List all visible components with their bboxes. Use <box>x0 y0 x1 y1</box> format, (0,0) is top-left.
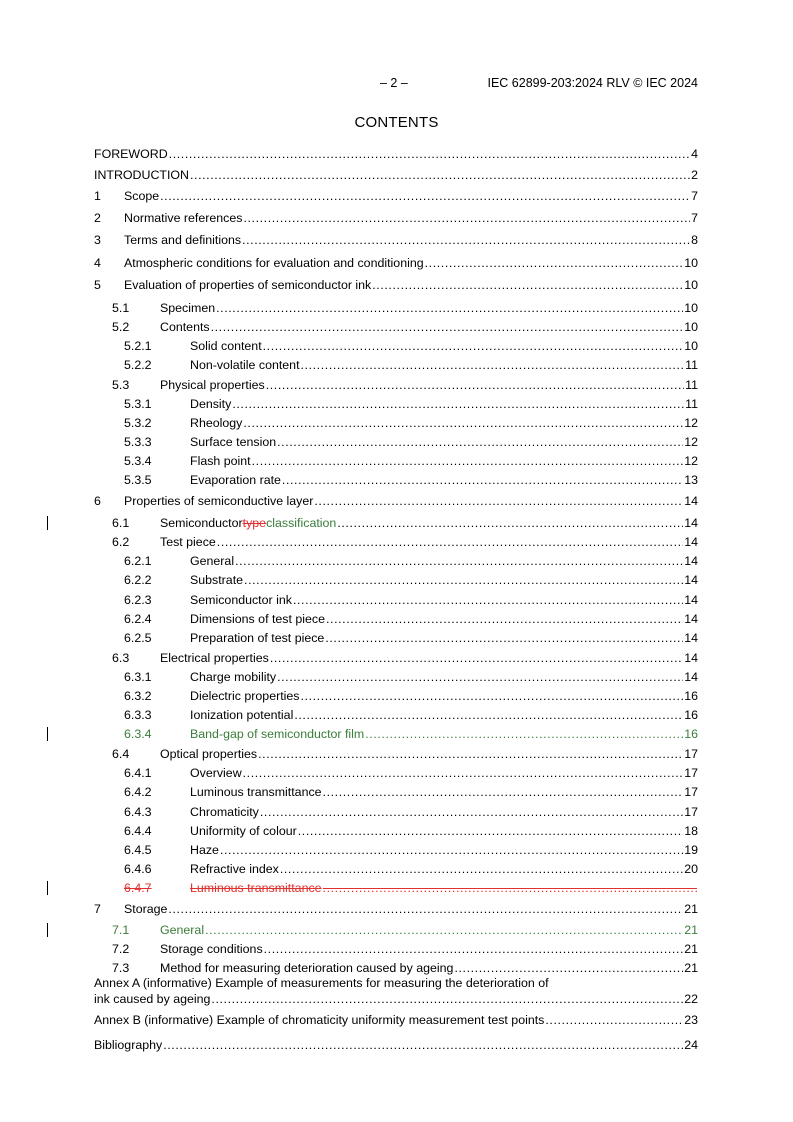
toc-entry[interactable] <box>94 300 698 316</box>
toc-entry-number: 7.2 <box>112 942 130 956</box>
toc-entry-label: Physical properties <box>160 378 265 392</box>
toc-entry-page: 14 <box>684 554 698 568</box>
toc-entry[interactable] <box>94 901 698 917</box>
toc-entry-number: 5.3 <box>112 378 130 392</box>
toc-entry[interactable] <box>94 784 698 800</box>
toc-entry[interactable] <box>94 688 698 704</box>
toc-entry-page: 16 <box>684 708 698 722</box>
toc-entry-label: Storage <box>124 902 168 916</box>
toc-entry-number: 6.2.4 <box>124 612 152 626</box>
toc-entry[interactable] <box>94 232 698 248</box>
leader-dots <box>280 861 683 877</box>
leader-dots <box>216 300 683 316</box>
leader-dots <box>323 784 684 800</box>
toc-entry-page: 14 <box>684 516 698 530</box>
toc-entry-page: 14 <box>684 593 698 607</box>
toc-entry-label: Normative references <box>124 211 243 225</box>
toc-entry-number: 3 <box>94 233 101 247</box>
leader-dots <box>220 842 683 858</box>
leader-dots <box>323 880 697 896</box>
leader-dots <box>454 960 683 976</box>
toc-entry[interactable] <box>94 453 698 469</box>
leader-dots <box>168 901 683 917</box>
toc-entry[interactable] <box>94 146 698 162</box>
toc-entry-label: Test piece <box>160 535 216 549</box>
toc-entry-page: 11 <box>685 397 698 411</box>
leader-dots <box>325 630 683 646</box>
toc-entry-page: 17 <box>684 766 698 780</box>
toc-entry[interactable] <box>94 319 698 335</box>
toc-entry-label: Semiconductor <box>160 516 243 530</box>
toc-entry-page: 17 <box>684 747 698 761</box>
toc-entry-label: Charge mobility <box>190 670 277 684</box>
toc-entry-page: 14 <box>684 573 698 587</box>
toc-entry[interactable] <box>94 941 698 957</box>
toc-entry-number: 6 <box>94 494 101 508</box>
toc-entry-number: 5.3.2 <box>124 416 152 430</box>
toc-entry-page: 10 <box>684 278 698 292</box>
leader-dots <box>365 726 683 742</box>
leader-dots <box>293 592 683 608</box>
toc-entry[interactable] <box>94 515 698 531</box>
toc-entry-page: 16 <box>684 727 698 741</box>
toc-entry-label: Overview <box>190 766 242 780</box>
leader-dots <box>545 1012 683 1028</box>
toc-entry-page: 14 <box>684 494 698 508</box>
toc-entry-label-continued: ink caused by ageing <box>94 992 211 1006</box>
toc-entry-label: Haze <box>190 843 219 857</box>
leader-dots <box>190 167 690 183</box>
change-bar <box>47 881 48 895</box>
toc-entry-page: 7 <box>691 211 698 225</box>
toc-entry-label: Substrate <box>190 573 244 587</box>
toc-entry-number: 6.3.2 <box>124 689 152 703</box>
toc-entry[interactable] <box>94 255 698 271</box>
toc-entry[interactable] <box>94 188 698 204</box>
leader-dots <box>301 688 684 704</box>
toc-entry-label: Evaporation rate <box>190 473 281 487</box>
toc-entry-label: Dielectric properties <box>190 689 300 703</box>
toc-entry[interactable] <box>94 861 698 877</box>
leader-dots <box>326 611 683 627</box>
toc-entry[interactable] <box>94 1037 698 1053</box>
toc-entry[interactable] <box>94 922 698 938</box>
toc-entry-number: 6.1 <box>112 516 130 530</box>
leader-dots <box>294 707 683 723</box>
toc-entry-number: 6.3.1 <box>124 670 152 684</box>
leader-dots <box>301 357 685 373</box>
toc-entry-label: Atmospheric conditions for evaluation and conditioning <box>124 256 424 270</box>
toc-entry-number: 6.2 <box>112 535 130 549</box>
toc-entry-label: Surface tension <box>190 435 277 449</box>
toc-entry-label: Terms and definitions <box>124 233 242 247</box>
leader-dots <box>263 338 684 354</box>
toc-entry-label: Luminous transmittance <box>190 881 322 895</box>
leader-dots <box>264 941 684 957</box>
toc-entry-number: 6.4.6 <box>124 862 152 876</box>
leader-dots <box>372 277 683 293</box>
toc-entry[interactable] <box>94 842 698 858</box>
toc-entry-page: 18 <box>684 824 698 838</box>
toc-entry-label: Optical properties <box>160 747 258 761</box>
toc-entry-page: 14 <box>684 651 698 665</box>
toc-entry[interactable] <box>94 976 698 1012</box>
leader-dots <box>252 453 684 469</box>
toc-entry-label: Specimen <box>160 301 216 315</box>
toc-entry[interactable] <box>94 534 698 550</box>
toc-entry[interactable] <box>94 377 698 393</box>
toc-entry-page: 14 <box>684 612 698 626</box>
leader-dots <box>243 765 684 781</box>
leader-dots <box>270 650 683 666</box>
toc-entry-page: 21 <box>684 902 698 916</box>
toc-entry-number: 5.2.2 <box>124 358 152 372</box>
toc-entry-number: 6.3 <box>112 651 130 665</box>
toc-entry-number: 6.2.2 <box>124 573 152 587</box>
deleted-text: type <box>242 516 267 530</box>
toc-entry-page: 4 <box>691 147 698 161</box>
toc-entry-number: 6.3.4 <box>124 727 152 741</box>
toc-entry[interactable] <box>94 553 698 569</box>
toc-entry-page: 14 <box>684 670 698 684</box>
toc-entry-page: 21 <box>684 923 698 937</box>
toc-entry-page: 12 <box>684 435 698 449</box>
toc-entry-label: Electrical properties <box>160 651 269 665</box>
toc-entry[interactable] <box>94 592 698 608</box>
toc-entry-number: 6.3.3 <box>124 708 152 722</box>
toc-entry[interactable] <box>94 167 698 183</box>
toc-entry-number: 5.2.1 <box>124 339 152 353</box>
leader-dots <box>217 534 683 550</box>
toc-entry[interactable] <box>94 338 698 354</box>
toc-entry-number: 6.4 <box>112 747 130 761</box>
toc-entry-page: 11 <box>685 358 698 372</box>
toc-entry-number: 6.4.4 <box>124 824 152 838</box>
toc-entry-number: 6.2.3 <box>124 593 152 607</box>
toc-entry-number: 6.2.5 <box>124 631 152 645</box>
change-bar <box>47 923 48 937</box>
toc-entry-number: 5.3.3 <box>124 435 152 449</box>
toc-entry-number: 7.3 <box>112 961 130 975</box>
toc-entry[interactable] <box>94 572 698 588</box>
toc-entry-label: Ionization potential <box>190 708 294 722</box>
toc-entry-number: 7 <box>94 902 101 916</box>
leader-dots <box>425 255 684 271</box>
toc-entry-page: 16 <box>684 689 698 703</box>
leader-dots <box>205 922 683 938</box>
toc-entry[interactable] <box>94 210 698 226</box>
toc-entry-number: 6.2.1 <box>124 554 152 568</box>
toc-entry[interactable] <box>94 765 698 781</box>
toc-entry-page: 14 <box>684 535 698 549</box>
toc-entry[interactable] <box>94 804 698 820</box>
toc-entry-label: Annex A (informative) Example of measurements for measuring the deterioration of <box>94 976 549 990</box>
toc-entry-label: Non-volatile content <box>190 358 300 372</box>
toc-entry[interactable] <box>94 650 698 666</box>
leader-dots <box>169 146 690 162</box>
toc-entry-label: Uniformity of colour <box>190 824 297 838</box>
toc-entry[interactable] <box>94 630 698 646</box>
toc-entry-page: 21 <box>684 961 698 975</box>
toc-entry-label: Semiconductor ink <box>190 593 292 607</box>
inserted-text: classification <box>266 516 337 530</box>
leader-dots <box>242 232 690 248</box>
toc-entry-number: 1 <box>94 189 101 203</box>
toc-entry-page: 2 <box>691 168 698 182</box>
toc-entry-number: 5.1 <box>112 301 130 315</box>
toc-entry-number: 6.4.7 <box>124 881 152 895</box>
toc-entry-page: 14 <box>684 631 698 645</box>
change-bar <box>47 727 48 741</box>
toc-entry-label: Annex B (informative) Example of chromaticity uniformity measurement test points <box>94 1013 545 1027</box>
toc-entry-label: Storage conditions <box>160 942 263 956</box>
leader-dots <box>260 804 683 820</box>
toc-entry[interactable] <box>94 746 698 762</box>
toc-entry-label: Rheology <box>190 416 243 430</box>
toc-entry[interactable] <box>94 357 698 373</box>
toc-entry[interactable] <box>94 669 698 685</box>
toc-entry-label: Band-gap of semiconductor film <box>190 727 365 741</box>
toc-entry-page: 12 <box>684 416 698 430</box>
toc-entry[interactable] <box>94 1012 698 1028</box>
toc-entry-page: 23 <box>684 1013 698 1027</box>
toc-entry[interactable] <box>94 434 698 450</box>
toc-entry-label: Solid content <box>190 339 262 353</box>
toc-entry[interactable] <box>94 726 698 742</box>
leader-dots <box>243 415 683 431</box>
toc-entry-page: 8 <box>691 233 698 247</box>
toc-entry-label: Scope <box>124 189 160 203</box>
toc-entry-number: 6.4.3 <box>124 805 152 819</box>
leader-dots <box>232 396 684 412</box>
standard-reference: IEC 62899-203:2024 RLV © IEC 2024 <box>487 76 698 90</box>
toc-entry[interactable] <box>94 396 698 412</box>
leader-dots <box>277 669 683 685</box>
toc-entry-label: Method for measuring deterioration caused by ageing <box>160 961 454 975</box>
toc-entry-page: 21 <box>684 942 698 956</box>
toc-entry-label: Dimensions of test piece <box>190 612 325 626</box>
toc-entry-number: 5 <box>94 278 101 292</box>
toc-entry[interactable] <box>94 707 698 723</box>
leader-dots <box>160 188 690 204</box>
toc-entry-number: 4 <box>94 256 101 270</box>
leader-dots <box>163 1037 683 1053</box>
leader-dots <box>244 572 683 588</box>
leader-dots <box>258 746 683 762</box>
toc-entry-label: Refractive index <box>190 862 279 876</box>
leader-dots <box>277 434 683 450</box>
toc-entry-label: Contents <box>160 320 210 334</box>
toc-entry[interactable] <box>94 823 698 839</box>
toc-entry[interactable] <box>94 277 698 293</box>
toc-entry-page: 17 <box>684 805 698 819</box>
change-bar <box>47 516 48 530</box>
leader-dots <box>211 319 684 335</box>
toc-entry-page: 19 <box>684 843 698 857</box>
toc-entry[interactable] <box>94 493 698 509</box>
toc-entry-number: 5.3.5 <box>124 473 152 487</box>
toc-entry-page: 24 <box>684 1038 698 1052</box>
toc-entry-page: 20 <box>684 862 698 876</box>
toc-entry-label: Bibliography <box>94 1038 163 1052</box>
toc-entry-label: General <box>160 923 205 937</box>
toc-entry-page: 11 <box>685 378 698 392</box>
leader-dots <box>211 991 683 1007</box>
toc-entry-label: Preparation of test piece <box>190 631 325 645</box>
toc-entry-page: 17 <box>684 785 698 799</box>
toc-entry[interactable] <box>94 880 698 896</box>
toc-entry-label: Flash point <box>190 454 251 468</box>
toc-entry-page: 13 <box>684 473 698 487</box>
toc-entry-page: 12 <box>684 454 698 468</box>
toc-entry-label: FOREWORD <box>94 147 168 161</box>
toc-entry-label: Properties of semiconductive layer <box>124 494 314 508</box>
toc-entry-label: Chromaticity <box>190 805 259 819</box>
toc-entry-number: 5.3.1 <box>124 397 152 411</box>
leader-dots <box>282 472 683 488</box>
toc-entry-label: INTRODUCTION <box>94 168 189 182</box>
toc-entry-number: 6.4.1 <box>124 766 152 780</box>
leader-dots <box>314 493 683 509</box>
toc-entry-number: 7.1 <box>112 923 130 937</box>
toc-entry-page: 10 <box>684 320 698 334</box>
toc-entry[interactable] <box>94 472 698 488</box>
leader-dots <box>243 210 690 226</box>
leader-dots <box>266 377 684 393</box>
leader-dots <box>235 553 683 569</box>
leader-dots <box>337 515 683 531</box>
toc-entry-label: Density <box>190 397 232 411</box>
leader-dots <box>298 823 683 839</box>
toc-entry-number: 5.3.4 <box>124 454 152 468</box>
toc-entry-number: 6.4.2 <box>124 785 152 799</box>
toc-entry-label: Luminous transmittance <box>190 785 322 799</box>
toc-entry[interactable] <box>94 611 698 627</box>
toc-entry-label: General <box>190 554 235 568</box>
page-title: CONTENTS <box>354 114 439 131</box>
toc-entry-page: 10 <box>684 301 698 315</box>
toc-entry-number: 6.4.5 <box>124 843 152 857</box>
toc-entry[interactable] <box>94 960 698 976</box>
toc-entry-page: 10 <box>684 339 698 353</box>
toc-entry-label: Evaluation of properties of semiconductor ink <box>124 278 372 292</box>
toc-entry-page: 7 <box>691 189 698 203</box>
toc-entry-number: 5.2 <box>112 320 130 334</box>
toc-entry-number: 2 <box>94 211 101 225</box>
toc-entry-page: 10 <box>684 256 698 270</box>
page-number: – 2 – <box>380 76 408 90</box>
toc-entry[interactable] <box>94 415 698 431</box>
toc-entry-page: 22 <box>684 992 698 1006</box>
